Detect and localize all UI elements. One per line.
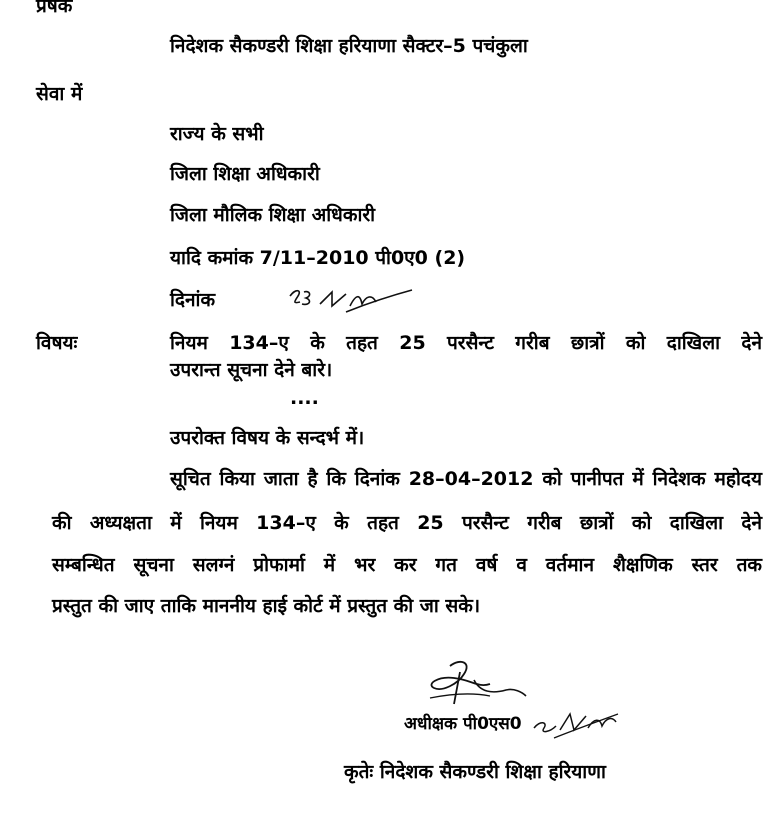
recipient-line-1: राज्य के सभी [170,123,264,145]
to-label: सेवा में [36,83,83,105]
subject-label: विषयः [36,332,78,354]
body-line-3: सम्बन्धित सूचना सलग्नं प्रोफार्मा में भर कर गत वर्ष व वर्तमान शैक्षणिक स्तर तक [52,554,762,576]
subject-line-1: नियम 134–ए के तहत 25 परसैन्ट गरीब छात्रों को दाखिला देने [170,332,762,354]
signature [420,658,530,718]
date-label: दिनांक [170,289,216,311]
recipient-line-3: जिला मौलिक शिक्षा अधिकारी [170,204,376,226]
sender-label: प्रषक [36,0,73,17]
reference-number: यादि कमांक 7/11–2010 पी0ए0 (2) [170,247,466,269]
recipient-line-2: जिला शिक्षा अधिकारी [170,163,320,185]
body-line-1: सूचित किया जाता है कि दिनांक 28–04–2012 को पानीपत में निदेशक महोदय [170,468,762,490]
sender-address: निदेशक सैकण्डरी शिक्षा हरियाणा सैक्टर–5 पचंकुला [170,35,528,57]
date-handwritten-mark [286,282,416,318]
signature-date-mark [530,700,620,740]
reference-line: उपरोक्त विषय के सन्दर्भ में। [170,427,365,449]
signatory-title: अधीक्षक पी0एस0 [404,714,522,734]
separator-dots: .... [290,387,319,409]
body-line-4: प्रस्तुत की जाए ताकि माननीय हाई कोर्ट में प्रस्तुत की जा सके। [52,595,481,617]
signatory-for: कृतेः निदेशक सैकण्डरी शिक्षा हरियाणा [344,761,606,783]
subject-line-2: उपरान्त सूचना देने बारे। [170,359,333,381]
body-line-2: की अध्यक्षता में नियम 134–ए के तहत 25 परसैन्ट गरीब छात्रों को दाखिला देने [52,512,762,534]
